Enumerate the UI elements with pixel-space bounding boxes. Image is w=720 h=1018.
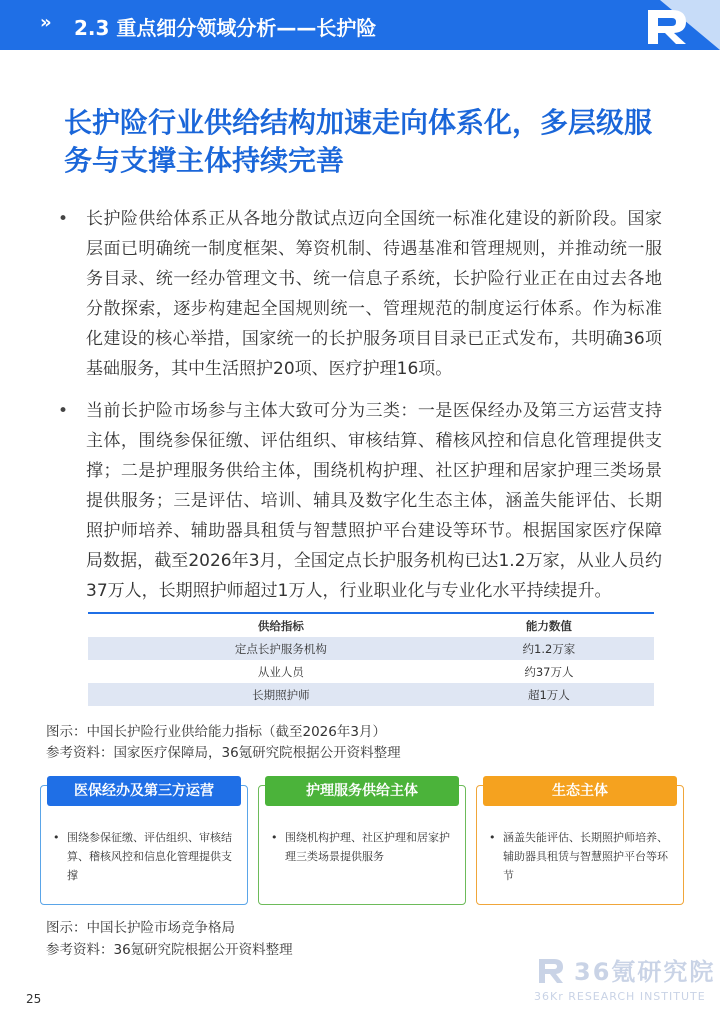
table-header-cell: 供给指标 <box>257 618 304 633</box>
page-number: 25 <box>26 992 42 1006</box>
bullet-text: 当前长护险市场参与主体大致可分为三类：一是医保经办及第三方运营支持主体，围绕参保征缴、评估组织、审核结算、稽核风控和信息化管理提供支撑；二是护理服务供给主体，围绕机构护理、社区护理和居家护理三类场景提供服务；三是评估、培训、辅具及数字化生态主体，涵盖失能评估、长期照护师培养、辅助器具租赁与智慧照护平台建设等环节。根据国家医疗保障局数据，截至2026年3月，全国定点长护服务机构已达1.2万家，从业人员约37万人，长期照护师超过1万人，行业职业化与专业化水平持续提升。 <box>86 401 662 601</box>
card-insurance-operations <box>40 785 248 905</box>
card-text: 围绕机构护理、社区护理和居家护理三类场景提供服务 <box>285 831 450 863</box>
chevron-icon: » <box>40 12 52 33</box>
table-cell: 约37万人 <box>524 664 574 679</box>
watermark-title: 36氪研究院 <box>574 958 716 986</box>
section-title: 2.3 重点细分领域分析——长护险 <box>74 16 377 40</box>
card-ecosystem <box>476 785 684 905</box>
header-bar <box>0 0 720 50</box>
supply-table <box>88 612 654 706</box>
card-body <box>271 828 459 866</box>
bullet-list <box>56 204 662 618</box>
figure-caption: 图示：中国长护险市场竞争格局 <box>46 920 235 936</box>
bullet-dot-icon: • <box>271 831 278 844</box>
card-title: 生态主体 <box>483 776 677 806</box>
table-header-row <box>88 614 654 637</box>
table-cell: 长期照护师 <box>252 687 310 702</box>
card-body <box>489 828 677 885</box>
watermark-logo-icon <box>536 956 566 986</box>
card-text: 围绕参保征缴、评估组织、审核结算、稽核风控和信息化管理提供支撑 <box>67 831 232 882</box>
table-header-cell: 能力数值 <box>525 618 572 633</box>
bullet-item <box>56 204 662 384</box>
table-cell: 定点长护服务机构 <box>234 641 327 656</box>
source-caption: 参考资料：国家医疗保障局，36氪研究院根据公开资料整理 <box>46 745 401 761</box>
figure-caption: 图示：中国长护险行业供给能力指标（截至2026年3月） <box>46 724 386 740</box>
table-row <box>88 660 654 683</box>
table-cell: 超1万人 <box>527 687 570 702</box>
bullet-dot-icon: • <box>58 401 69 421</box>
page-title: 长护险行业供给结构加速走向体系化，多层级服务与支撑主体持续完善 <box>64 106 653 177</box>
card-text: 涵盖失能评估、长期照护师培养、辅助器具租赁与智慧照护平台等环节 <box>503 831 668 882</box>
card-title: 医保经办及第三方运营 <box>47 776 241 806</box>
table-cell: 约1.2万家 <box>522 641 576 656</box>
table-row <box>88 683 654 706</box>
table-row <box>88 637 654 660</box>
bullet-text: 长护险供给体系正从各地分散试点迈向全国统一标准化建设的新阶段。国家层面已明确统一制度框架、筹资机制、待遇基准和管理规则，并推动统一服务目录、统一经办管理文书、统一信息子系统，长护险行业正在由过去各地分散探索，逐步构建起全国规则统一、管理规范的制度运行体系。作为标准化建设的核心举措，国家统一的长护服务项目目录已正式发布，共明确36项基础服务，其中生活照护20项、医疗护理16项。 <box>86 209 662 379</box>
bullet-dot-icon: • <box>58 209 69 229</box>
bullet-dot-icon: • <box>53 831 60 844</box>
brand-logo-icon <box>642 6 694 46</box>
card-body <box>53 828 241 885</box>
source-caption: 参考资料：36氪研究院根据公开资料整理 <box>46 942 293 958</box>
bullet-item <box>56 396 662 606</box>
bullet-dot-icon: • <box>489 831 496 844</box>
card-care-providers <box>258 785 466 905</box>
card-title: 护理服务供给主体 <box>265 776 459 806</box>
table-cell: 从业人员 <box>257 664 304 679</box>
watermark-subtitle: 36Kr RESEARCH INSTITUTE <box>534 990 706 1003</box>
